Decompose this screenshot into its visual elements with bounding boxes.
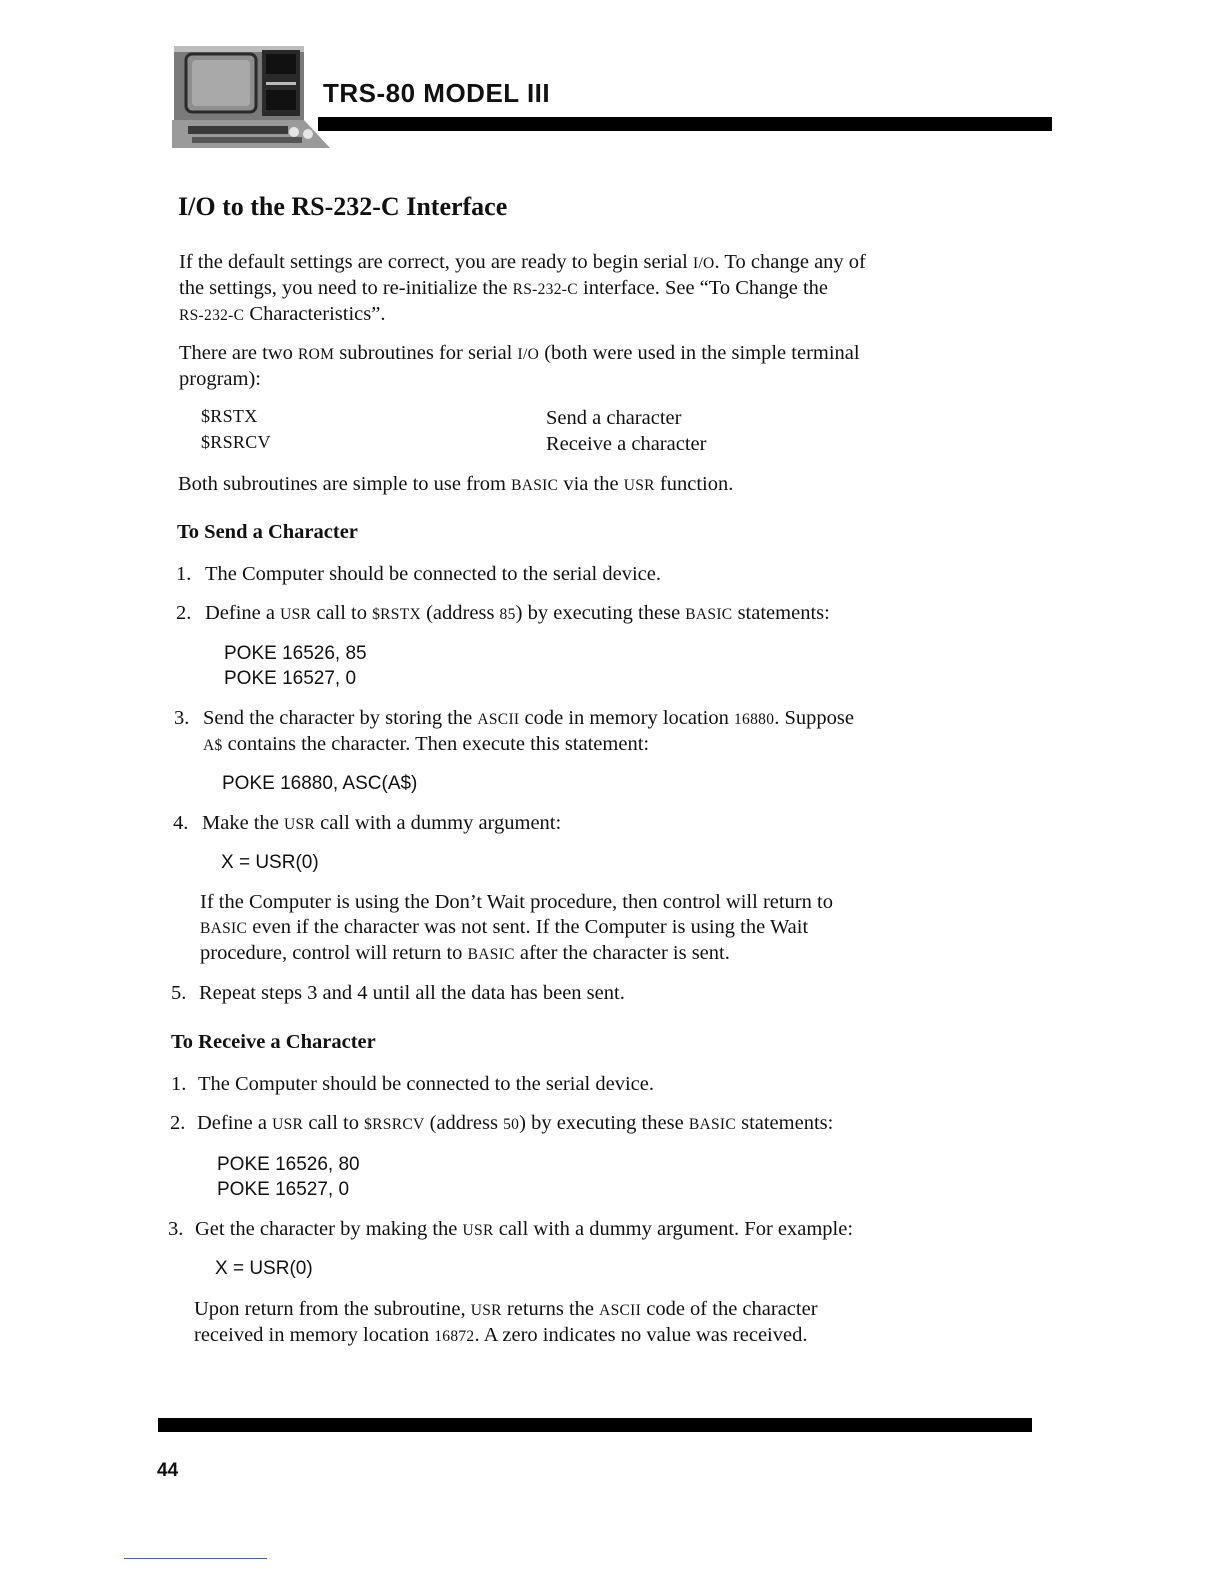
both-note: Both subroutines are simple to use from BASIC via the USR function.	[178, 473, 734, 495]
send-code-block-3: X = USR(0)	[221, 852, 319, 873]
routine-desc-rsrcv: Receive a character	[546, 433, 707, 455]
routine-desc-rstx: Send a character	[546, 407, 682, 429]
header-title: TRS-80 MODEL III	[323, 78, 551, 108]
intro-paragraph-1	[179, 250, 866, 328]
receive-heading: To Receive a Character	[171, 1031, 376, 1053]
send-heading: To Send a Character	[177, 521, 358, 543]
section-title: I/O to the RS-232-C Interface	[178, 192, 508, 221]
send-code-block-1	[224, 641, 367, 691]
code-line: POKE 16527, 0	[217, 1179, 350, 1200]
intro-p1-line1: If the default settings are correct, you are ready to begin serial I/O. To change any of	[179, 251, 866, 273]
receive-note-line2: received in memory location 16872. A zero indicates no value was received.	[194, 1324, 808, 1346]
send-wait-note	[200, 890, 833, 967]
page-number: 44	[157, 1460, 179, 1481]
trs80-computer-icon	[170, 44, 334, 152]
send-note-line3: procedure, control will return to BASIC after the character is sent.	[200, 942, 730, 964]
intro-p1-line2: the settings, you need to re-initialize the RS-232-C interface. See “To Change the	[179, 277, 829, 299]
header-rule	[318, 117, 1052, 131]
scan-edge-line	[124, 1558, 267, 1559]
code-line: POKE 16527, 0	[224, 668, 357, 689]
routine-name-rstx: $RSTX	[201, 406, 258, 426]
intro-p1-line3: RS-232-C Characteristics”.	[179, 303, 386, 325]
send-note-line2: BASIC even if the character was not sent. If the Computer is using the Wait	[200, 916, 809, 938]
receive-note-line1: Upon return from the subroutine, USR returns the ASCII code of the character	[194, 1298, 818, 1320]
send-note-line1: If the Computer is using the Don’t Wait procedure, then control will return to	[200, 891, 833, 913]
intro-p2-line2: program):	[179, 368, 261, 390]
routine-name-rsrcv: $RSRCV	[201, 432, 271, 452]
intro-p2-line1: There are two ROM subroutines for serial I/O (both were used in the simple terminal	[179, 342, 860, 364]
receive-code-block-2: X = USR(0)	[215, 1258, 313, 1279]
receive-code-block-1	[217, 1152, 360, 1202]
code-line: POKE 16526, 80	[217, 1154, 360, 1175]
intro-paragraph-2	[179, 341, 860, 392]
code-line: POKE 16526, 85	[224, 643, 367, 664]
footer-rule	[158, 1418, 1032, 1432]
send-code-block-2: POKE 16880, ASC(A$)	[222, 773, 418, 794]
receive-return-note	[194, 1297, 818, 1349]
